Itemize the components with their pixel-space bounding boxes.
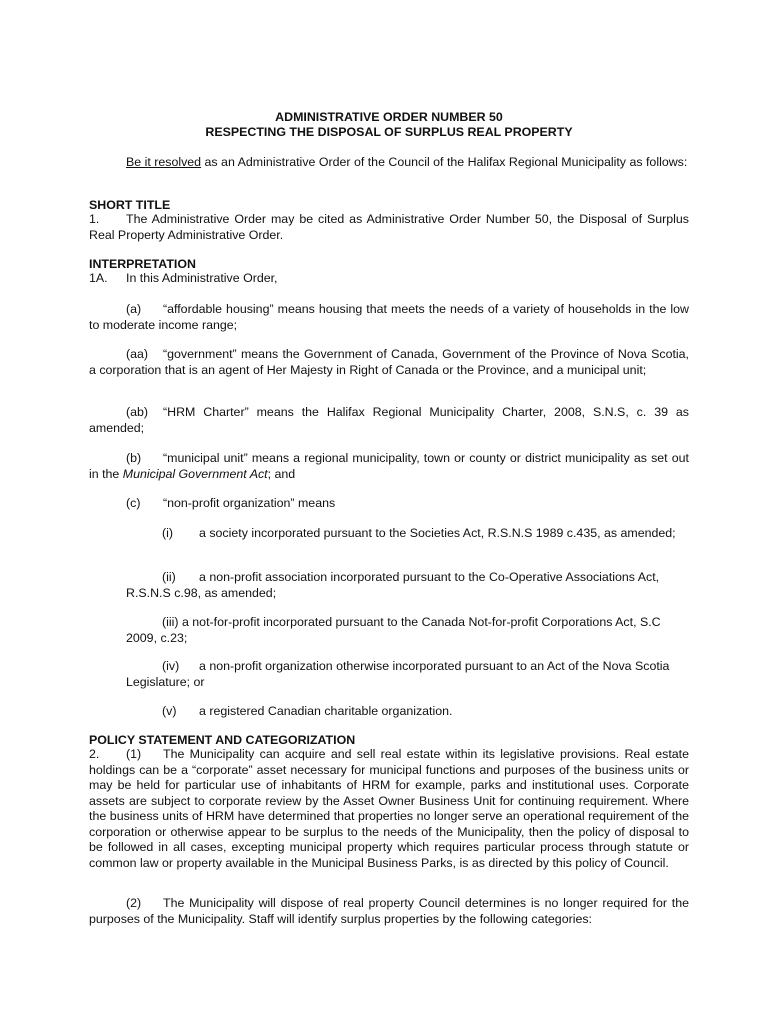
definition-text: “affordable housing” means housing that meets the needs of a variety of households in the low to moderate income range; [89, 302, 689, 332]
resolved-rest: as an Administrative Order of the Council of the Halifax Regional Municipality as follows: [201, 155, 688, 169]
policy-text-1: The Municipality can acquire and sell real estate within its legislative provisions. Real estate holdings can be a “corporate” asset necessary for municipal functions and purposes of the business units or may be held for particular use of inhabitants of HRM for example, parks and institutional uses. Corporate assets are subject to corporate review by the Asset Owner Business Unit for continuing requirement. Where the business units of HRM have determined that properties no longer serve an operational requirement of the corporation or otherwise appear to be surplus to the needs of the Municipality, then the policy of disposal to be followed in all cases, excepting municipal property which requires particular process through statute or common law or property available in the Municipal Business Parks, is as directed by this policy of Council. [89, 747, 689, 870]
definition-c [89, 496, 689, 512]
definition-aa [89, 347, 689, 378]
section-number: 1. [89, 212, 100, 226]
subclause-text: a registered Canadian charitable organization. [199, 704, 453, 718]
document-page [89, 0, 689, 1024]
subclause-text: a society incorporated pursuant to the Societies Act, R.S.N.S 1989 c.435, as amended; [199, 526, 676, 540]
short-title-text: The Administrative Order may be cited as Administrative Order Number 50, the Disposal of Surplus Real Property Administrative Order. [89, 212, 689, 242]
definition-label: (aa) [126, 347, 149, 361]
definition-text-end: ; and [267, 466, 296, 481]
section-number: 1A. [89, 271, 108, 285]
subclause-label: (iv) [162, 659, 180, 673]
subclause-label: (i) [162, 526, 174, 540]
subclause-iii [126, 615, 689, 646]
subclause-text: a non-profit organization otherwise incorporated pursuant to an Act of the Nova Scotia Legislature; or [126, 659, 670, 689]
definition-label: (b) [126, 451, 142, 465]
subclause-text: (iii) a not-for-profit incorporated pursuant to the Canada Not-for-profit Corporations Act, S.C 2009, c.23; [126, 615, 661, 645]
interpretation-intro [89, 271, 689, 287]
interpretation-heading: INTERPRETATION [89, 257, 196, 271]
definition-ab [89, 405, 689, 436]
interpretation-intro-text: In this Administrative Order, [126, 271, 278, 285]
subclause-ii [126, 570, 689, 601]
definition-text: “municipal unit” means a regional municipality, town or county or district municipality as set out in the [89, 451, 689, 481]
subclause-i [126, 526, 689, 542]
definition-label: (c) [126, 496, 141, 510]
definition-label: (a) [126, 302, 142, 316]
policy-paragraph-1 [89, 747, 689, 871]
policy-text-2: The Municipality will dispose of real property Council determines is no longer required for the purposes of the Municipality. Staff will identify surplus properties by the following categories: [89, 896, 689, 926]
subsection-label: (2) [126, 896, 142, 910]
definition-text: “non-profit organization” means [163, 496, 336, 510]
subclause-label: (v) [162, 704, 177, 718]
document-title: ADMINISTRATIVE ORDER NUMBER 50 [275, 110, 503, 124]
subclause-text: a non-profit association incorporated pursuant to the Co-Operative Associations Act, R.S.N.S c.98, as amended; [126, 570, 660, 600]
definition-text: “HRM Charter” means the Halifax Regional Municipality Charter, 2008, S.N.S, c. 39 as amended; [89, 405, 689, 435]
subsection-label: (1) [126, 747, 142, 761]
definition-b [89, 451, 689, 482]
definition-a [89, 302, 689, 333]
document-subtitle: RESPECTING THE DISPOSAL OF SURPLUS REAL PROPERTY [205, 125, 573, 139]
definition-text: “government” means the Government of Canada, Government of the Province of Nova Scotia, a corporation that is an agent of Her Majesty in Right of Canada or the Province, and a municipal unit; [89, 347, 689, 377]
subclause-iv [126, 659, 689, 690]
act-name: Municipal Government Act [122, 466, 268, 481]
subclause-v [126, 704, 689, 720]
section-number: 2. [89, 747, 100, 761]
policy-paragraph-2 [89, 896, 689, 927]
definition-label: (ab) [126, 405, 149, 419]
short-title-paragraph [89, 212, 689, 243]
short-title-heading: SHORT TITLE [89, 198, 171, 212]
resolution-paragraph [89, 155, 689, 171]
subclause-label: (ii) [162, 570, 176, 584]
policy-heading: POLICY STATEMENT AND CATEGORIZATION [89, 733, 356, 747]
resolved-lead: Be it resolved [126, 155, 202, 169]
